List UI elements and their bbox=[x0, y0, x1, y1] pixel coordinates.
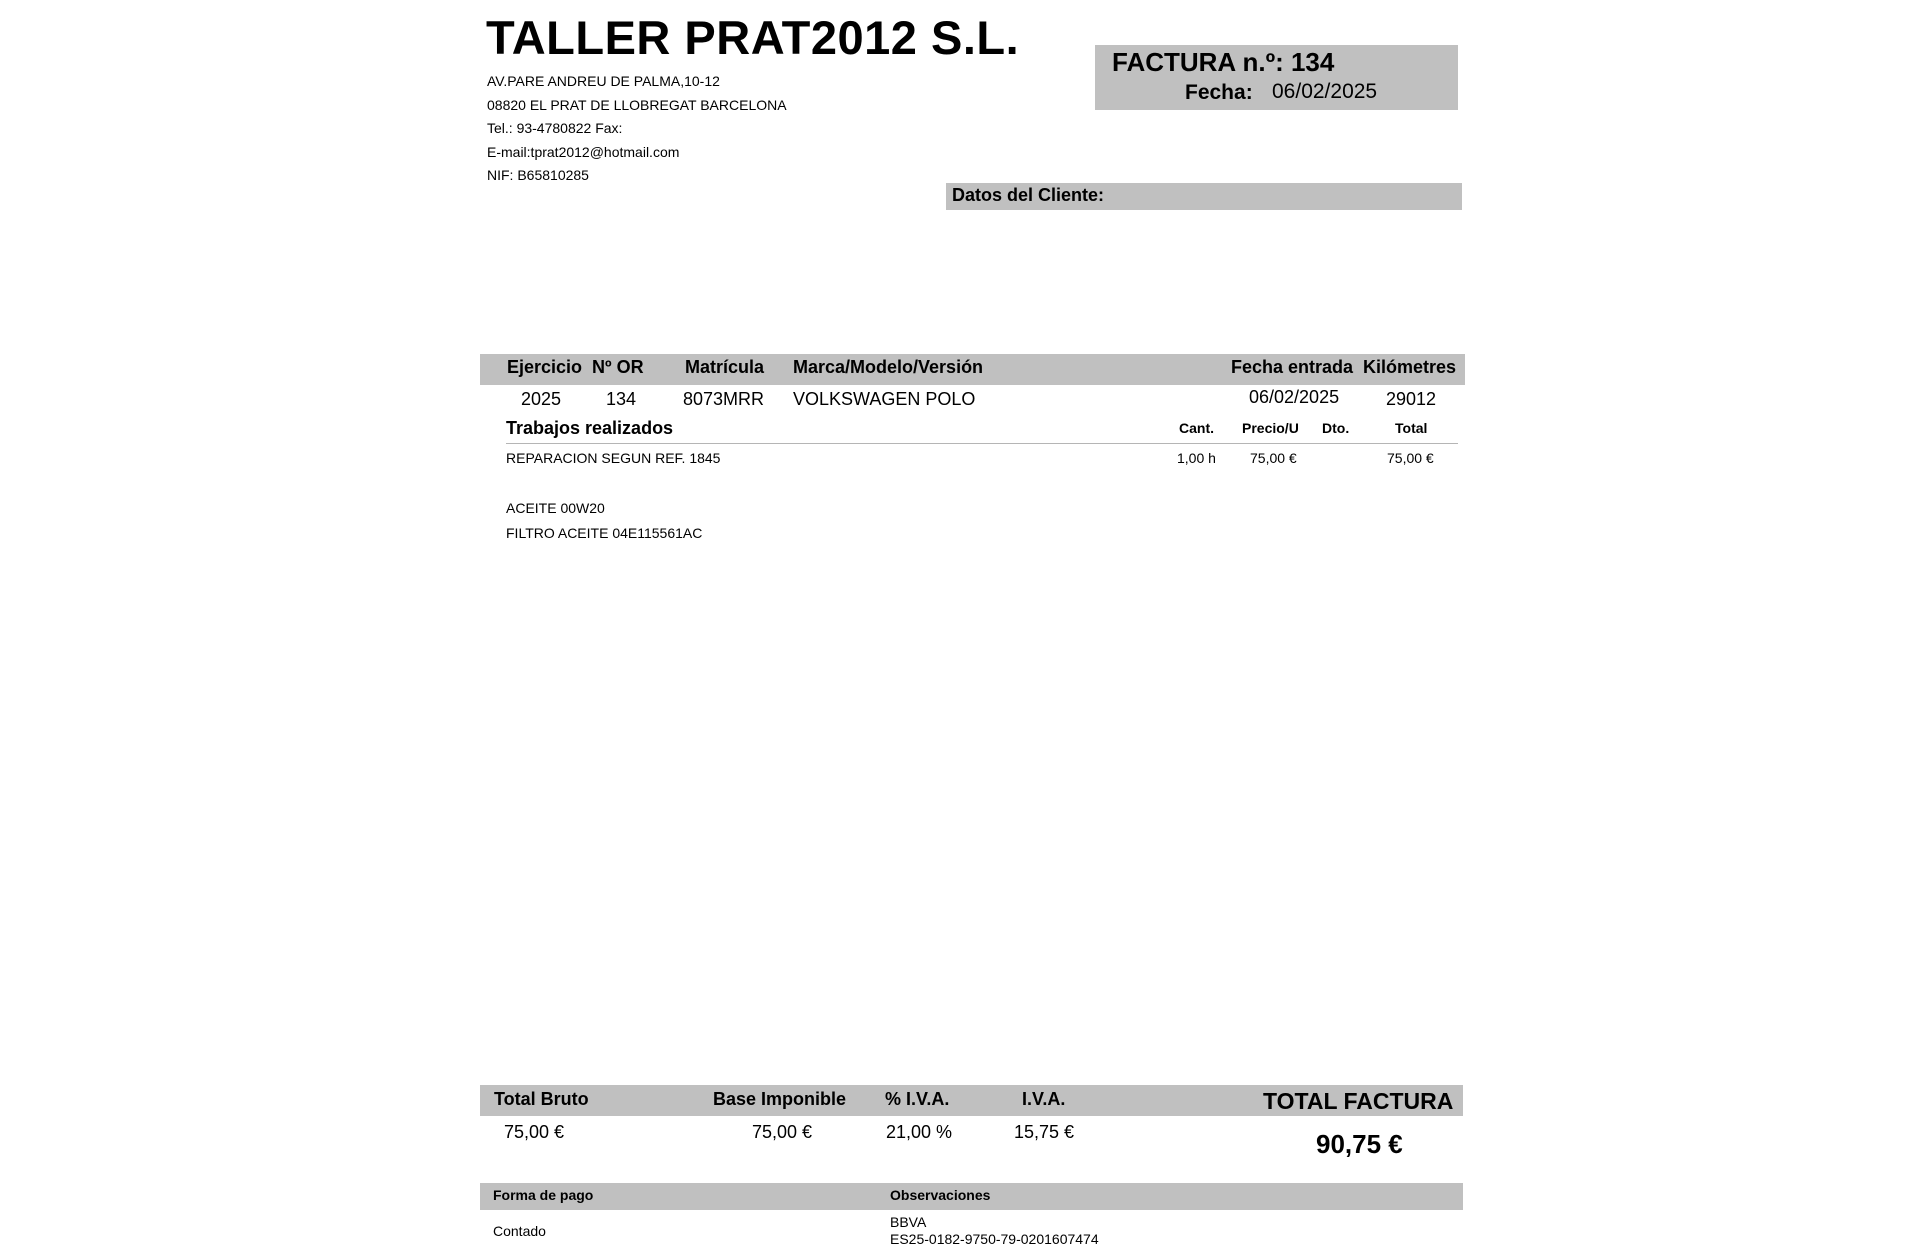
vehicle-header-km: Kilómetres bbox=[1363, 357, 1457, 377]
notes-bank: BBVA bbox=[890, 1214, 927, 1230]
company-nif: NIF: B65810285 bbox=[487, 167, 589, 183]
vehicle-plate: 8073MRR bbox=[683, 389, 765, 409]
invoice-date-label: Fecha: bbox=[1185, 81, 1253, 104]
payment-method-label: Forma de pago bbox=[493, 1187, 594, 1203]
totals-header-taxable-base: Base Imponible bbox=[713, 1089, 847, 1109]
works-header-total: Total bbox=[1395, 420, 1428, 436]
vehicle-year: 2025 bbox=[521, 389, 562, 409]
vehicle-km: 29012 bbox=[1386, 389, 1437, 409]
totals-header-vat-rate: % I.V.A. bbox=[885, 1089, 950, 1109]
work-line-qty: 1,00 h bbox=[1177, 450, 1216, 466]
works-divider bbox=[506, 443, 1458, 444]
notes-iban: ES25-0182-9750-79-0201607474 bbox=[890, 1231, 1099, 1247]
works-header-price: Precio/U bbox=[1242, 420, 1299, 436]
work-line-price: 75,00 € bbox=[1250, 450, 1297, 466]
vehicle-model: VOLKSWAGEN POLO bbox=[793, 389, 976, 409]
work-line-desc: ACEITE 00W20 bbox=[506, 500, 605, 516]
totals-header-gross: Total Bruto bbox=[494, 1089, 589, 1109]
notes-label: Observaciones bbox=[890, 1187, 991, 1203]
vehicle-header-year: Ejercicio bbox=[507, 357, 583, 377]
company-phone: Tel.: 93-4780822 Fax: bbox=[487, 120, 623, 136]
work-line-total: 75,00 € bbox=[1387, 450, 1434, 466]
total-vat: 15,75 € bbox=[1014, 1122, 1075, 1142]
vehicle-order: 134 bbox=[606, 389, 637, 409]
company-address: AV.PARE ANDREU DE PALMA,10-12 bbox=[487, 73, 720, 89]
total-invoice: 90,75 € bbox=[1316, 1129, 1403, 1159]
total-taxable-base: 75,00 € bbox=[752, 1122, 813, 1142]
invoice-number: FACTURA n.º: 134 bbox=[1112, 47, 1335, 77]
company-name: TALLER PRAT2012 S.L. bbox=[486, 11, 1020, 64]
invoice-date-value: 06/02/2025 bbox=[1272, 80, 1378, 103]
vehicle-header-plate: Matrícula bbox=[685, 357, 765, 377]
work-line-desc: REPARACION SEGUN REF. 1845 bbox=[506, 450, 721, 466]
vehicle-entry-date: 06/02/2025 bbox=[1249, 387, 1340, 407]
vehicle-header-model: Marca/Modelo/Versión bbox=[793, 357, 984, 377]
works-header-qty: Cant. bbox=[1179, 420, 1214, 436]
totals-header-invoice-total: TOTAL FACTURA bbox=[1263, 1088, 1454, 1114]
totals-header-vat: I.V.A. bbox=[1022, 1089, 1066, 1109]
client-label: Datos del Cliente: bbox=[952, 185, 1105, 205]
total-vat-rate: 21,00 % bbox=[886, 1122, 953, 1142]
company-city: 08820 EL PRAT DE LLOBREGAT BARCELONA bbox=[487, 97, 787, 113]
company-email: E-mail:tprat2012@hotmail.com bbox=[487, 144, 680, 160]
works-header-discount: Dto. bbox=[1322, 420, 1350, 436]
works-title: Trabajos realizados bbox=[506, 418, 674, 438]
vehicle-header-entry-date: Fecha entrada bbox=[1231, 357, 1354, 377]
vehicle-header-order: Nº OR bbox=[592, 357, 644, 377]
total-gross: 75,00 € bbox=[504, 1122, 565, 1142]
work-line-desc: FILTRO ACEITE 04E115561AC bbox=[506, 525, 703, 541]
payment-method-value: Contado bbox=[493, 1223, 546, 1239]
